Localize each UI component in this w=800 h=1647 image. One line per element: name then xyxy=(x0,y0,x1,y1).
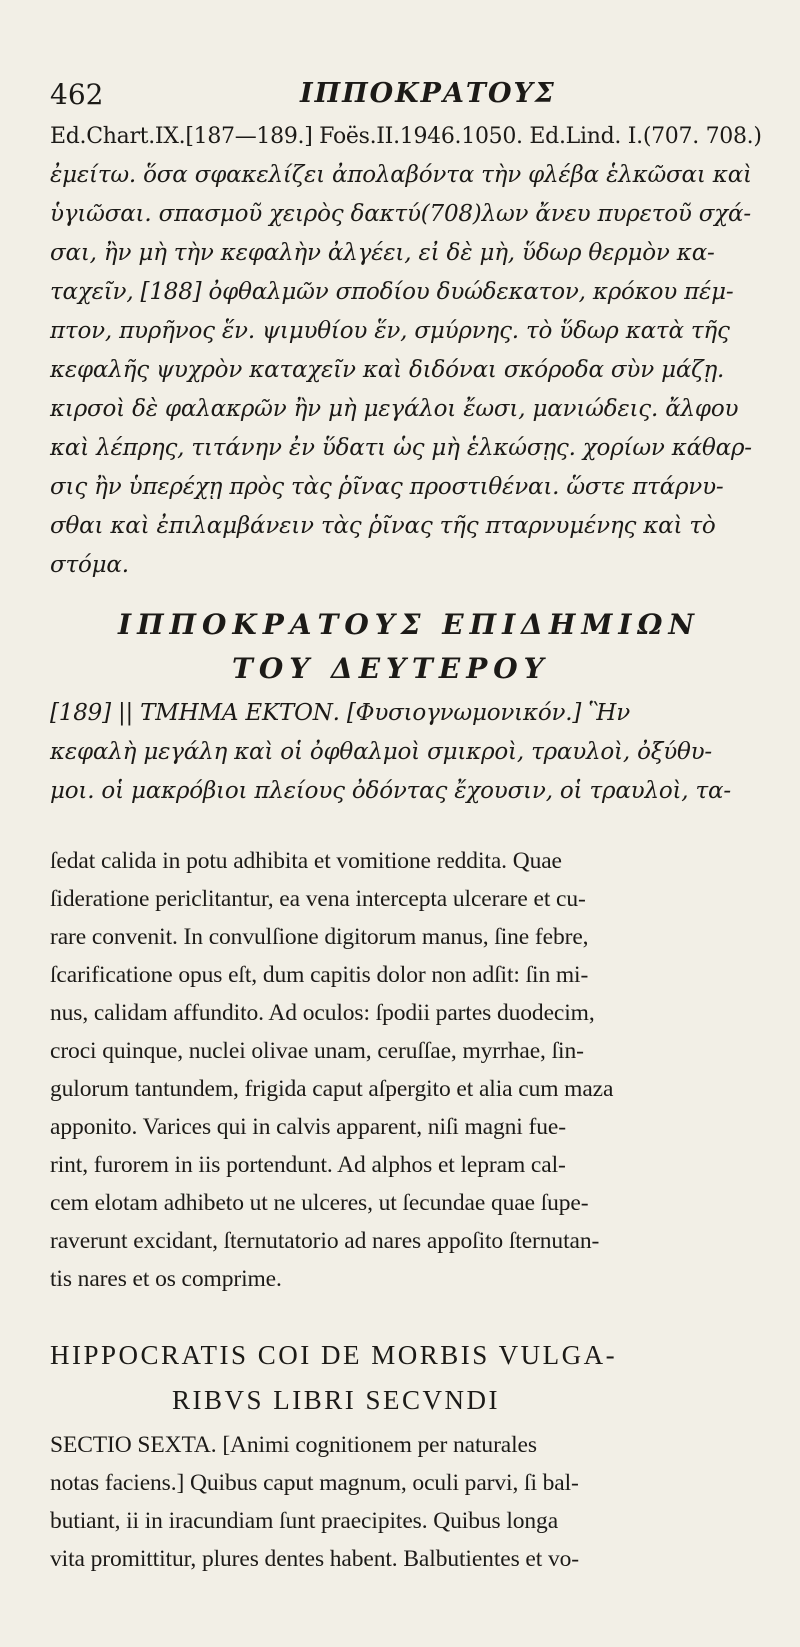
latin-line: ſcarificatione opus eſt, dum capitis dolor non adſit: ſin mi- xyxy=(50,962,589,988)
greek-section-heading: ΙΠΠΟΚΡΑΤΟΥΣ ΕΠΙΔΗΜΙΩΝ xyxy=(118,608,700,641)
latin-line: butiant, ii in iracundiam ſunt praecipites. Quibus longa xyxy=(50,1508,559,1534)
greek-line: σις ἢν ὑπερέχῃ πρὸς τὰς ῥῖνας προστιθέναι. ὥστε πτάρνυ- xyxy=(50,474,724,500)
latin-line: nus, calidam affundito. Ad oculos: ſpodii partes duodecim, xyxy=(50,1000,595,1026)
greek-line: [189] || ΤΜΗΜΑ ΕΚΤΟΝ. [Φυσιογνωμονικόν.] Ἣν xyxy=(50,700,630,726)
running-title: ΙΠΠΟΚΡΑΤΟΥΣ xyxy=(300,78,556,109)
greek-line: μοι. οἱ μακρόβιοι πλείους ὀδόντας ἔχουσιν, οἱ τραυλοὶ, τα- xyxy=(50,778,731,804)
latin-line: apponito. Varices qui in calvis apparent, niſi magni fue- xyxy=(50,1114,566,1140)
greek-line: στόμα. xyxy=(50,552,129,578)
latin-section-heading: HIPPOCRATIS COI DE MORBIS VULGA- xyxy=(50,1340,618,1370)
greek-line: πτον, πυρῆνος ἕν. ψιμυθίου ἕν, σμύρνης. τὸ ὕδωρ κατὰ τῆς xyxy=(50,318,730,344)
latin-line: vita promittitur, plures dentes habent. Balbutientes et vo- xyxy=(50,1546,579,1572)
latin-line: rare convenit. In convulſione digitorum manus, ſine febre, xyxy=(50,924,589,950)
greek-line: ταχεῖν, [188] ὀφθαλμῶν σποδίου δυώδεκατον, κρόκου πέμ- xyxy=(50,279,734,305)
greek-line: καὶ λέπρης, τιτάνην ἐν ὕδατι ὡς μὴ ἑλκώσῃς. χορίων κάθαρ- xyxy=(50,435,752,461)
latin-line: rint, furorem in iis portendunt. Ad alphos et lepram cal- xyxy=(50,1152,566,1178)
greek-line: σαι, ἢν μὴ τὴν κεφαλὴν ἀλγέει, εἰ δὲ μὴ, ὕδωρ θερμὸν κα- xyxy=(50,240,715,266)
edition-reference-line: Ed.Chart.IX.[187—189.] Foës.II.1946.1050. Ed.Lind. I.(707. 708.) xyxy=(50,124,762,149)
latin-line: notas faciens.] Quibus caput magnum, oculi parvi, ſi bal- xyxy=(50,1470,579,1496)
greek-line: ὑγιῶσαι. σπασμοῦ χειρὸς δακτύ(708)λων ἄνευ πυρετοῦ σχά- xyxy=(50,201,751,227)
greek-line: κεφαλῆς ψυχρὸν καταχεῖν καὶ διδόναι σκόροδα σὺν μάζῃ. xyxy=(50,357,725,383)
greek-line: κεφαλὴ μεγάλη καὶ οἱ ὀφθαλμοὶ σμικροὶ, τραυλοὶ, ὀξύθυ- xyxy=(50,739,712,765)
latin-line: croci quinque, nuclei olivae unam, ceruſſae, myrrhae, ſin- xyxy=(50,1038,584,1064)
running-header xyxy=(50,78,770,118)
latin-line: cem elotam adhibeto ut ne ulceres, ut ſecundae quae ſupe- xyxy=(50,1190,589,1216)
latin-line: SECTIO SEXTA. [Animi cognitionem per naturales xyxy=(50,1432,537,1458)
greek-line: σθαι καὶ ἐπιλαμβάνειν τὰς ῥῖνας τῆς πταρνυμένης καὶ τὸ xyxy=(50,513,716,539)
latin-line: ſedat calida in potu adhibita et vomitione reddita. Quae xyxy=(50,848,562,874)
latin-section-subheading: RIBVS LIBRI SECVNDI xyxy=(172,1385,501,1415)
latin-line: ſideratione periclitantur, ea vena intercepta ulcerare et cu- xyxy=(50,886,586,912)
latin-line: gulorum tantundem, frigida caput aſpergito et alia cum maza xyxy=(50,1076,614,1102)
page-number: 462 xyxy=(50,78,104,111)
latin-line: tis nares et os comprime. xyxy=(50,1266,282,1292)
greek-line: κιρσοὶ δὲ φαλακρῶν ἢν μὴ μεγάλοι ἔωσι, μανιώδεις. ἄλφου xyxy=(50,396,739,422)
latin-line: raverunt excidant, ſternutatorio ad nares appoſito ſternutan- xyxy=(50,1228,600,1254)
greek-section-subheading: ΤΟΥ ΔΕΥΤΕΡΟΥ xyxy=(232,652,550,685)
greek-line: ἐμείτω. ὅσα σφακελίζει ἀπολαβόντα τὴν φλέβα ἑλκῶσαι καὶ xyxy=(50,162,752,188)
